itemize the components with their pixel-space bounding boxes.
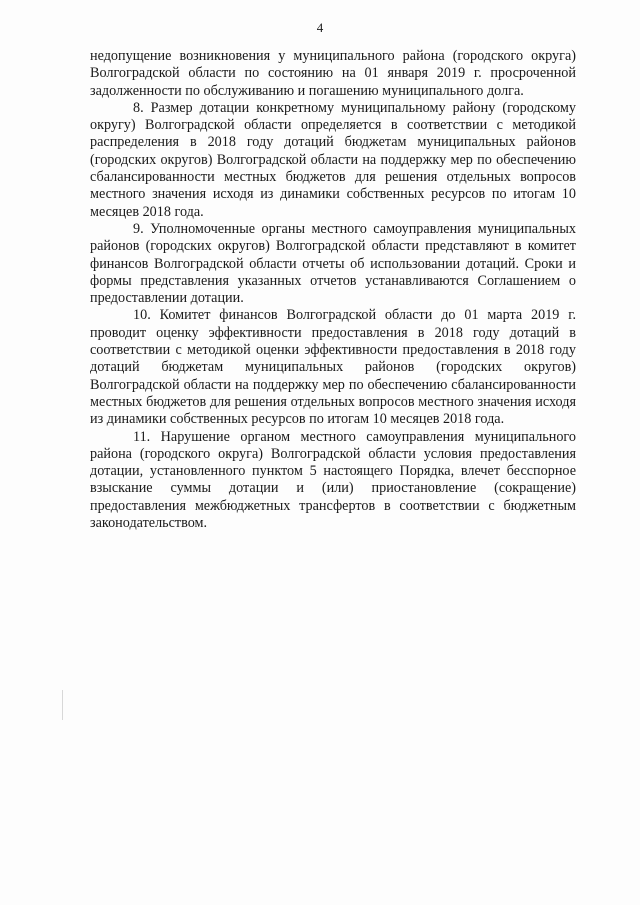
paragraph-11: 11. Нарушение органом местного самоуправления муниципального района (городского округа) Волгоградской области условия предоставления дотации, установленного пунктом 5 настоящего Порядка, влечет бесспорное взыскание суммы дотации и (или) приостановление (сокращение) предоставления межбюджетных трансфертов в соответствии с бюджетным законодательством.: [90, 428, 576, 532]
paragraph-7-continuation: недопущение возникновения у муниципального района (городского округа) Волгоградской области по состоянию на 01 января 2019 г. просроченной задолженности по обслуживанию и погашению муниципального долга.: [90, 48, 576, 99]
paragraph-9: 9. Уполномоченные органы местного самоуправления муниципальных районов (городских округов) Волгоградской области представляют в комитет финансов Волгоградской области отчеты об использовании дотаций. Сроки и формы представления указанных отчетов устанавливаются Соглашением о предоставлении дотации.: [90, 220, 576, 307]
paragraph-8: 8. Размер дотации конкретному муниципальному району (городскому округу) Волгоградской области определяется в соответствии с методикой распределения в 2018 году дотаций бюджетам муниципальных районов (городских округов) Волгоградской области на поддержку мер по обеспечению сбалансированности местных бюджетов для решения отдельных вопросов местного значения исходя из динамики собственных ресурсов по итогам 10 месяцев 2018 года.: [90, 99, 576, 220]
scan-artifact: [62, 690, 63, 720]
document-body: [90, 48, 576, 532]
page-number: 4: [316, 20, 324, 35]
paragraph-10: 10. Комитет финансов Волгоградской области до 01 марта 2019 г. проводит оценку эффективности предоставления в 2018 году дотаций в соответствии с методикой оценки эффективности предоставления в 2018 году дотаций бюджетам муниципальных районов (городских округов) Волгоградской области на поддержку мер по обеспечению сбалансированности местных бюджетов для решения отдельных вопросов местного значения исходя из динамики собственных ресурсов по итогам 10 месяцев 2018 года.: [90, 307, 576, 428]
